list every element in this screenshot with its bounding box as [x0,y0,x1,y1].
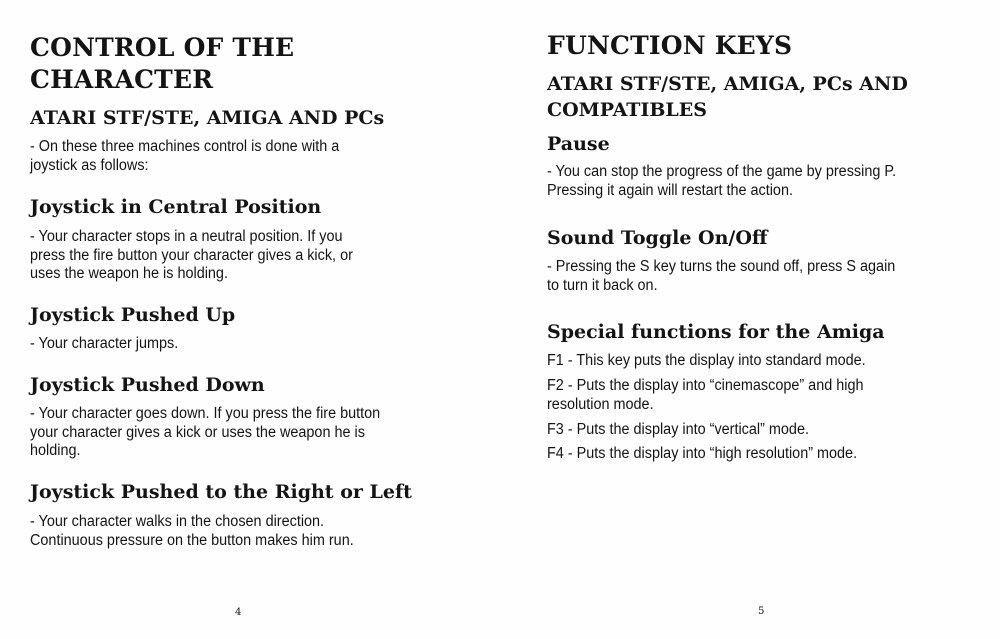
section-heading: Sound Toggle On/Off [547,227,768,249]
list-item: F1 - This key puts the display into standard mode. [547,352,866,369]
right-page [500,0,1000,639]
section-heading: Joystick Pushed Up [30,304,236,326]
page-subtitle: ATARI STF/STE, AMIGA AND PCs [30,107,385,129]
page-subtitle: ATARI STF/STE, AMIGA, PCs AND COMPATIBLES [547,73,908,121]
page-number: 4 [235,607,242,618]
list-item: F4 - Puts the display into “high resolution” mode. [547,445,858,462]
section-heading: Pause [547,133,610,155]
section-text: - Your character goes down. If you press the fire button your character gives a kick or uses the weapon he is holding. [30,405,381,459]
section-heading: Special functions for the Amiga [547,321,885,343]
section-text: - Your character walks in the chosen direction. Continuous pressure on the button makes him run. [30,513,354,549]
section-text: - You can stop the progress of the game by pressing P. Pressing it again will restart the action. [547,163,897,199]
page-number: 5 [758,606,765,617]
section-text: - Your character jumps. [30,335,179,352]
page-title: CONTROL OF THE CHARACTER [30,33,295,94]
section-text: - Pressing the S key turns the sound off, press S again to turn it back on. [547,258,896,294]
list-item: F3 - Puts the display into “vertical” mode. [547,421,809,438]
section-heading: Joystick in Central Position [30,196,322,218]
page-title: FUNCTION KEYS [547,31,793,60]
section-text: - Your character stops in a neutral position. If you press the fire button your character gives a kick, or uses the weapon he is holding. [30,228,353,282]
intro-text: - On these three machines control is done with a joystick as follows: [30,138,340,174]
section-heading: Joystick Pushed Down [30,374,265,396]
section-heading: Joystick Pushed to the Right or Left [30,481,412,503]
list-item: F2 - Puts the display into “cinemascope” and high resolution mode. [547,377,864,413]
